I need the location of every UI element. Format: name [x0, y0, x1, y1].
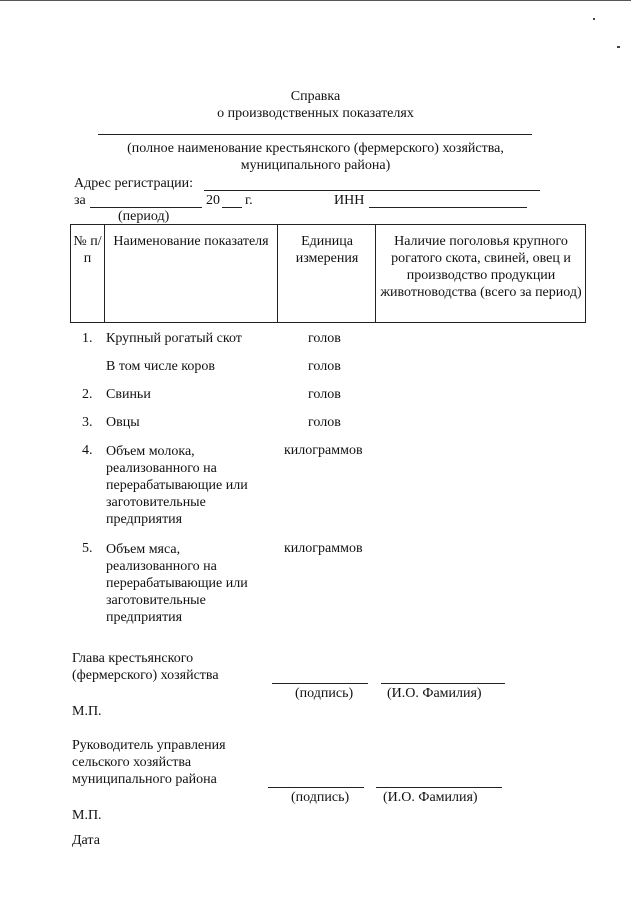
- header-num: № п/п: [73, 234, 102, 266]
- manager-name-line[interactable]: [376, 787, 502, 788]
- head-title-line1: Глава крестьянского: [72, 651, 194, 666]
- row-name: Крупный рогатый скот: [106, 331, 242, 346]
- row-unit: килограммов: [284, 541, 363, 556]
- row-number: 1.: [82, 331, 93, 346]
- row-unit: голов: [308, 415, 341, 430]
- year-line[interactable]: [222, 207, 242, 208]
- period-line[interactable]: [90, 207, 202, 208]
- head-signature-caption: (подпись): [295, 686, 354, 701]
- page-top-border: [0, 0, 631, 1]
- document-subtitle: о производственных показателях: [217, 106, 414, 121]
- indicators-table-header: [70, 224, 586, 323]
- date-label: Дата: [72, 833, 100, 848]
- manager-name-caption: (И.О. Фамилия): [383, 790, 478, 805]
- scan-speck: [617, 46, 620, 48]
- header-availability: Наличие поголовья крупного рогатого скота, свиней, овец и производство продукции животноводства (всего за период): [380, 234, 582, 300]
- year-prefix: 20: [206, 193, 220, 208]
- header-unit: Единица измерения: [295, 234, 359, 266]
- table-divider: [277, 225, 278, 322]
- scan-speck: [593, 18, 595, 20]
- table-divider: [375, 225, 376, 322]
- manager-signature-line[interactable]: [268, 787, 364, 788]
- inn-line[interactable]: [369, 207, 527, 208]
- year-suffix: г.: [245, 193, 253, 208]
- head-title-line2: (фермерского) хозяйства: [72, 668, 219, 683]
- inn-label: ИНН: [334, 193, 365, 208]
- row-number: 2.: [82, 387, 93, 402]
- row-unit: голов: [308, 359, 341, 374]
- row-name: Свиньи: [106, 387, 151, 402]
- document-title: Справка: [290, 89, 341, 104]
- row-name: Объем молока, реализованного на перерабатывающие или заготовительные предприятия: [106, 444, 248, 527]
- address-label: Адрес регистрации:: [74, 176, 194, 191]
- head-name-line[interactable]: [381, 683, 505, 684]
- for-label: за: [74, 193, 86, 208]
- header-name: Наименование показателя: [113, 234, 269, 249]
- manager-title-line3: муниципального района: [72, 772, 217, 787]
- farm-name-line[interactable]: [98, 134, 532, 135]
- head-signature-line[interactable]: [272, 683, 368, 684]
- row-number: 4.: [82, 443, 93, 458]
- period-caption: (период): [118, 209, 170, 224]
- farm-caption-line1: (полное наименование крестьянского (фермерского) хозяйства,: [127, 141, 504, 156]
- stamp-label: М.П.: [72, 704, 102, 719]
- row-unit: голов: [308, 387, 341, 402]
- head-name-caption: (И.О. Фамилия): [387, 686, 482, 701]
- row-number: 5.: [82, 541, 93, 556]
- manager-signature-caption: (подпись): [291, 790, 350, 805]
- row-number: 3.: [82, 415, 93, 430]
- manager-title-line2: сельского хозяйства: [72, 755, 192, 770]
- stamp-label: М.П.: [72, 808, 102, 823]
- row-unit: килограммов: [284, 443, 363, 458]
- manager-title-line1: Руководитель управления: [72, 738, 226, 753]
- row-name: Объем мяса, реализованного на перерабатывающие или заготовительные предприятия: [106, 542, 248, 625]
- address-line[interactable]: [204, 190, 540, 191]
- row-name: Овцы: [106, 415, 140, 430]
- farm-caption-line2: муниципального района): [240, 158, 391, 173]
- row-unit: голов: [308, 331, 341, 346]
- row-name: В том числе коров: [106, 359, 216, 374]
